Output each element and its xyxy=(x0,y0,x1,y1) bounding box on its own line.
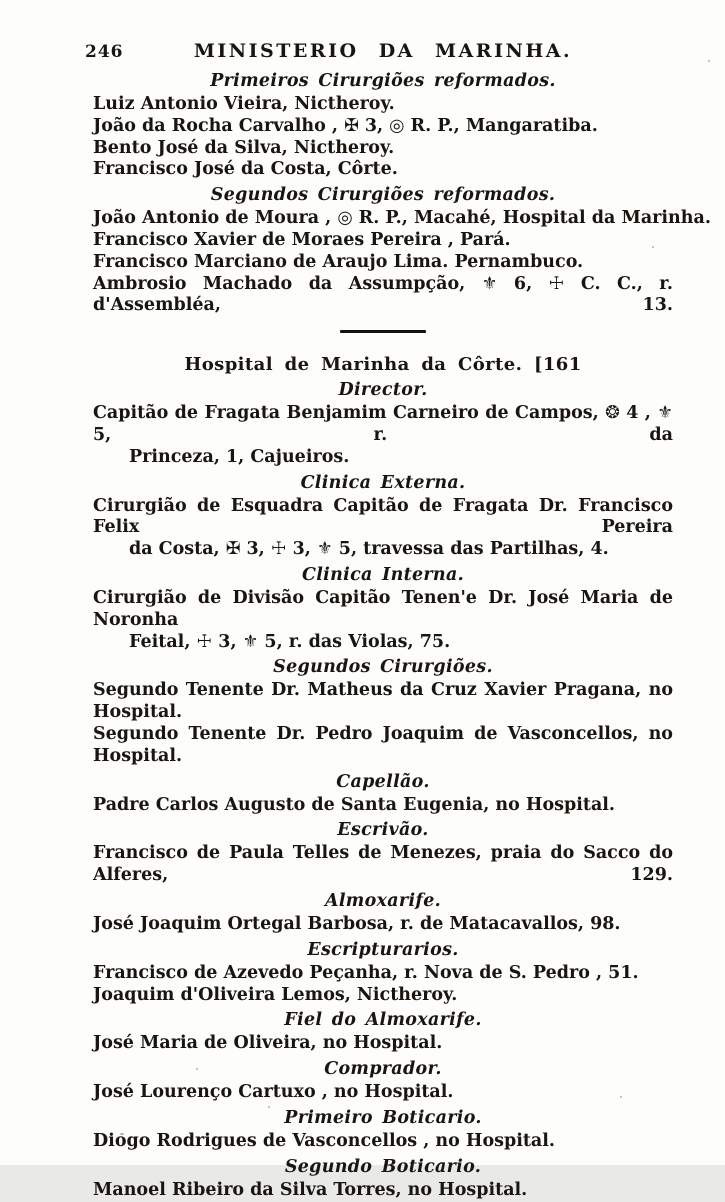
entry-line: Luiz Antonio Vieira, Nictheroy. xyxy=(93,94,395,114)
paper-speck xyxy=(268,1106,270,1108)
entry-line: Joaquim d'Oliveira Lemos, Nictheroy. xyxy=(93,984,458,1005)
entry-line: Francisco Xavier de Moraes Pereira , Pará. xyxy=(93,229,511,250)
entry-line: Capitão de Fragata Benjamim Carneiro de Campos, ❂ 4 , ⚜ 5, r. da xyxy=(93,403,673,445)
divider-rule xyxy=(340,330,426,333)
section-heading-comprador: Comprador. xyxy=(324,1059,442,1080)
section-heading-escrivao: Escrivão. xyxy=(337,820,429,841)
section-heading-clinica-externa: Clinica Externa. xyxy=(300,472,466,493)
paper-speck xyxy=(196,1068,198,1070)
running-head-title: MINISTERIO DA MARINHA. xyxy=(193,40,573,62)
section-heading-segundo-boticario: Segundo Boticario. xyxy=(284,1156,482,1177)
entry-line: Bento José da Silva, Nictheroy. xyxy=(93,137,395,158)
section-heading-primeiro-boticario: Primeiro Boticario. xyxy=(284,1107,482,1128)
entry-continuation-line: Princeza, 1, Cajueiros. xyxy=(129,446,350,467)
entry-line: Francisco de Paula Telles de Menezes, praia do Sacco do Alferes, 129. xyxy=(93,843,673,886)
entry-line: Padre Carlos Augusto de Santa Eugenia, no Hospital. xyxy=(93,794,616,815)
entry-line: Francisco Marciano de Araujo Lima. Pernambuco. xyxy=(93,251,584,272)
paper-speck xyxy=(120,1133,124,1135)
section-heading-segundos-cirurgioes-reformados: Segundos Cirurgiões reformados. xyxy=(210,185,556,206)
entry-line: Segundo Tenente Dr. Pedro Joaquim de Vasconcellos, no Hospital. xyxy=(93,723,673,766)
entry-line: Ambrosio Machado da Assumpção, ⚜ 6, ☩ C. C., r. d'Assembléa, 13. xyxy=(93,273,673,316)
entry-line: José Joaquim Ortegal Barbosa, r. de Matacavallos, 98. xyxy=(93,913,621,934)
section-heading-primeiros-cirurgioes-reformados: Primeiros Cirurgiões reformados. xyxy=(210,71,556,91)
entry-line: José Lourenço Cartuxo , no Hospital. xyxy=(93,1082,454,1103)
entry-line: Francisco José da Costa, Côrte. xyxy=(93,159,398,180)
section-heading-almoxarife: Almoxarife. xyxy=(324,890,442,911)
entry-continuation-line: da Costa, ✠ 3, ☩ 3, ⚜ 5, travessa das Partilhas, 4. xyxy=(129,539,609,560)
hospital-title: Hospital de Marinha da Côrte. [161 xyxy=(184,354,582,376)
entry-continuation-line: Feital, ☩ 3, ⚜ 5, r. das Violas, 75. xyxy=(129,631,451,652)
entry-line: João Antonio de Moura , ◎ R. P., Macahé, Hospital da Marinha. xyxy=(93,208,711,229)
paper-speck xyxy=(652,246,654,248)
entry-line: Manoel Ribeiro da Silva Torres, no Hospital. xyxy=(93,1179,528,1200)
entry-line: Cirurgião de Esquadra Capitão de Fragata Dr. Francisco Felix Pereira xyxy=(93,495,673,538)
section-heading-escripturarios: Escripturarios. xyxy=(307,939,459,960)
section-heading-capellao: Capellão. xyxy=(336,771,430,792)
paper-speck xyxy=(620,1096,622,1098)
page-number: 246 xyxy=(85,42,124,62)
entry-line: Francisco de Azevedo Peçanha, r. Nova de S. Pedro , 51. xyxy=(93,962,639,983)
entry-line: Segundo Tenente Dr. Matheus da Cruz Xavier Pragana, no Hospital. xyxy=(93,680,673,723)
section-heading-director: Director. xyxy=(338,380,428,401)
section-heading-fiel-do-almoxarife: Fiel do Almoxarife. xyxy=(284,1010,482,1031)
entry-line: Diogo Rodrigues de Vasconcellos , no Hospital. xyxy=(93,1130,556,1151)
section-heading-segundos-cirurgioes: Segundos Cirurgiões. xyxy=(273,657,493,678)
entry-line: José Maria de Oliveira, no Hospital. xyxy=(93,1033,443,1054)
paper-speck xyxy=(708,60,710,62)
page-header xyxy=(85,40,673,66)
entry-line: João da Rocha Carvalho , ✠ 3, ◎ R. P., Mangaratiba. xyxy=(93,115,598,136)
section-heading-clinica-interna: Clinica Interna. xyxy=(302,564,464,585)
section-divider xyxy=(93,317,673,347)
entry-line: Cirurgião de Divisão Capitão Tenen'e Dr. José Maria de Noronha xyxy=(93,587,673,630)
